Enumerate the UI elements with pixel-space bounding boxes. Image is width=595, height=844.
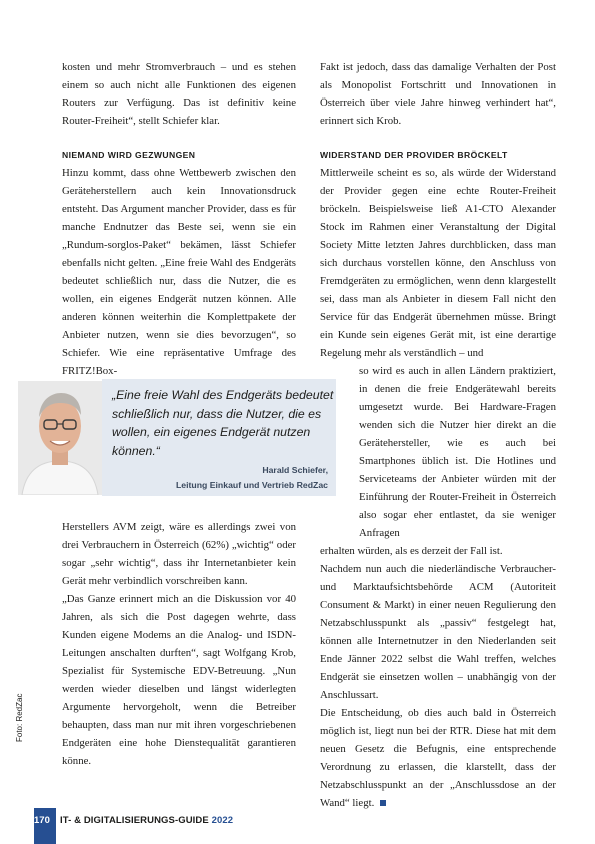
body-paragraph-final xyxy=(320,704,556,812)
body-paragraph: „Das Ganze erinnert mich an die Diskussion vor 40 Jahren, als sich die Post dagegen wehrte, dass Kunden eigene Modems an die Analog- und ISDN-Leitungen anschalten durften“, sagt Wolfgang Krob, Spezialist für Systemische EDV-Betreuung. „Nun werden wieder dieselben und längst widerlegten Argumente hervorgeholt, wenn die Betreiber behaupten, dass man nur mit ihren vorgeschriebenen Endgeräten eine hohe Dienstequalität garantieren könne. xyxy=(62,593,296,767)
portrait-photo xyxy=(18,381,102,495)
body-paragraph: Fakt ist jedoch, dass das damalige Verhalten der Post als Monopolist Fortschritt und Innovationen in Österreich über viele Jahre hinweg verhindert hat“, erinnert sich Krob. xyxy=(320,61,556,127)
portrait-image xyxy=(18,381,102,495)
section-heading: NIEMAND WIRD GEZWUNGEN xyxy=(62,150,196,160)
section-heading: WIDERSTAND DER PROVIDER BRÖCKELT xyxy=(320,150,508,160)
body-paragraph: so wird es auch in allen Ländern praktiziert, in denen die freie Endgerätewahl bereits umgesetzt wurde. Bei Hardware-Fragen wenden sich die Nutzer hier direkt an die Gerätehersteller, wie es auch bei Smartphones üblich ist. Die Hotlines und Serviceteams der Anbieter würden mit der Einführung der Router-Freiheit in Österreich also sogar eher entlastet, da sie weniger Anfragen xyxy=(359,365,556,539)
page-number: 170 xyxy=(34,815,50,826)
photo-credit: Foto: RedZac xyxy=(15,693,24,742)
body-paragraph: Hinzu kommt, dass ohne Wettbewerb zwischen den Geräteherstellern auch kein Innovationsdruck entsteht. Das Argument mancher Provider, dass es für manche Endnutzer das Beste sei, wenn sie ein „Rundum-sorglos-Paket“ bekämen, lässt Schiefer ebenfalls nicht gelten. „Eine freie Wahl des Endgeräts bedeutet schließlich nur, dass die Nutzer, die es wollen, ein eigenes Endgerät nutzen können. Alle anderen können weiterhin die Komplettpakete der Anbieter nutzen, wenn sie dies bevorzugen“, so Schiefer. Wie eine repräsentative Umfrage des FRITZ!Box- xyxy=(62,167,296,377)
footer-title-text: IT- & DIGITALISIERUNGS-GUIDE xyxy=(60,815,209,826)
body-paragraph: erhalten würden, als es derzeit der Fall ist. xyxy=(320,545,503,557)
article-end-square-icon xyxy=(380,800,386,806)
final-paragraph-text: Die Entscheidung, ob dies auch bald in Österreich möglich ist, liegt nun bei der RTR. Diese hat mit dem neuen Gesetz die Befugnis, eine entsprechende Verordnung zu erlassen, die klarstellt, dass der Netzabschlusspunkt an der „Anschlussdose an der Wand“ liegt. xyxy=(320,707,556,809)
body-paragraph: Mittlerweile scheint es so, als würde der Widerstand der Provider gegen eine echte Router-Freiheit bröckeln. Beispielsweise ließ A1-CTO Alexander Stock im Rahmen einer Veranstaltung der Digital Society Mitte letzten Jahres durchblicken, dass man sich durchaus vorstellen könne, den Anschluss von Fremdgeräten zu ermöglichen, wenn denn klargestellt sei, dass man als Anbieter in diesem Fall nicht den Service für das Endgerät übernehmen müsse. Bringt ein Kunde sein eigenes Gerät mit, ist eine derartige Regelung mehr als verständlich – und xyxy=(320,167,556,359)
footer-publication-title xyxy=(60,815,233,826)
footer-page-bar xyxy=(34,808,56,844)
footer-year: 2022 xyxy=(211,815,234,826)
body-paragraph: kosten und mehr Stromverbrauch – und es stehen einem so auch nicht alle Funktionen des eigenen Routers zur Verfügung. Das ist definitiv keine Router-Freiheit“, stellt Schiefer klar. xyxy=(62,61,296,127)
article-right-column xyxy=(320,58,556,812)
quote-author-role: Leitung Einkauf und Vertrieb RedZac xyxy=(175,480,328,490)
body-paragraph: Nachdem nun auch die niederländische Verbraucher- und Marktaufsichtsbehörde ACM (Autoriteit Consument & Markt) in einer neuen Regulierung den Netzabschlusspunkt als „passiv“ festgelegt hat, können alle Internetnutzer in den Niederlanden seit Ende Jänner 2022 selbst die Wahl treffen, welches Endgerät sie einsetzen wollen – unabhängig von der Anschlussart. xyxy=(320,563,556,701)
pull-quote-attribution xyxy=(112,463,328,493)
body-paragraph: Herstellers AVM zeigt, wäre es allerdings zwei von drei Verbrauchern in Österreich (62%) „wichtig“ oder sogar „sehr wichtig“, dass ihr Internetanbieter kein Gerät mehr verbindlich vorschreiben kann. xyxy=(62,521,296,587)
quote-author-name: Harald Schiefer, xyxy=(262,465,328,475)
pull-quote-text: „Eine freie Wahl des Endgeräts bedeutet schließlich nur, dass die Nutzer, die es wollen, ein eigenes Endgerät nutzen können.“ xyxy=(112,388,334,458)
